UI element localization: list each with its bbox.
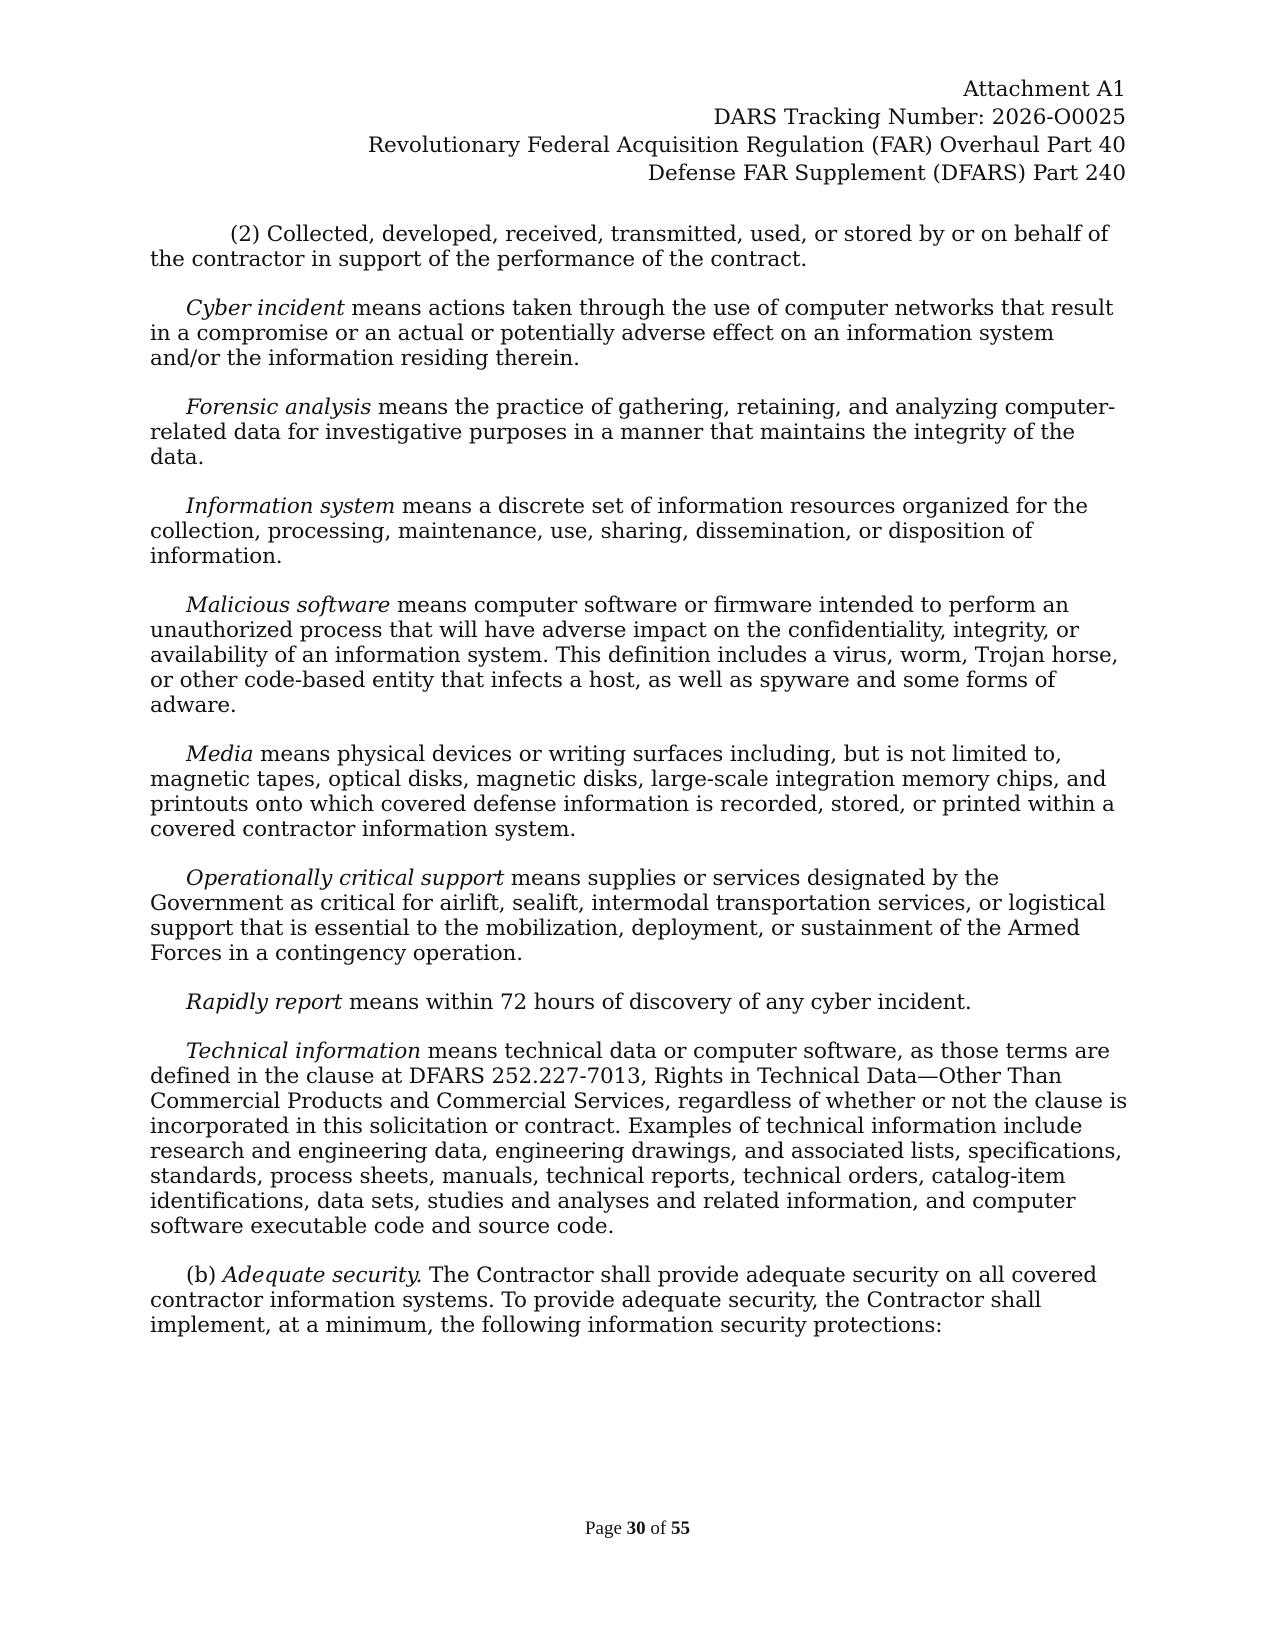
definition-term: Technical information	[186, 1039, 421, 1064]
of-label: of	[650, 1518, 667, 1539]
paragraph-text: The Contractor shall provide adequate security on all covered contractor information systems. To provide adequate security, the Contractor shall implement, at a minimum, the following information security protections:	[150, 1263, 1097, 1338]
definition-term: Media	[186, 742, 254, 767]
definition-term: Rapidly report	[186, 990, 343, 1015]
page-label: Page	[584, 1518, 622, 1539]
header-dfars-part: Defense FAR Supplement (DFARS) Part 240	[647, 161, 1126, 186]
definition-text: means the practice of gathering, retaining, and analyzing computer-related data for investigative purposes in a manner that maintains the integrity of the data.	[150, 395, 1116, 470]
definition-forensic-analysis	[150, 395, 1128, 470]
document-body	[150, 222, 1128, 1362]
paragraph-adequate-security	[150, 1263, 1128, 1338]
definition-text: means within 72 hours of discovery of any cyber incident.	[342, 990, 972, 1015]
definition-term: Operationally critical support	[186, 866, 505, 891]
definition-operationally-critical-support	[150, 866, 1128, 966]
header-attachment: Attachment A1	[963, 77, 1126, 102]
paragraph-collected	[150, 222, 1128, 272]
definition-text: means physical devices or writing surfaces including, but is not limited to, magnetic tapes, optical disks, magnetic disks, large-scale integration memory chips, and printouts onto which covered defense information is recorded, stored, or printed within a covered contractor information system.	[150, 742, 1115, 842]
definition-text: means computer software or firmware intended to perform an unauthorized process that will have adverse impact on the confidentiality, integrity, or availability of an information system. This definition includes a virus, worm, Trojan horse, or other code-based entity that infects a host, as well as spyware and some forms of adware.	[150, 593, 1119, 718]
header-far-part: Revolutionary Federal Acquisition Regulation (FAR) Overhaul Part 40	[367, 133, 1126, 158]
definition-text: means a discrete set of information resources organized for the collection, processing, maintenance, use, sharing, dissemination, or disposition of information.	[150, 494, 1088, 569]
definition-rapidly-report	[150, 990, 1128, 1015]
total-pages: 55	[671, 1518, 690, 1539]
definition-text: means supplies or services designated by the Government as critical for airlift, sealift, intermodal transportation services, or logistical support that is essential to the mobilization, deployment, or sustainment of the Armed Forces in a contingency operation.	[150, 866, 1106, 966]
definition-term: Forensic analysis	[186, 395, 372, 420]
definition-media	[150, 742, 1128, 842]
page-header	[368, 76, 1126, 188]
definition-malicious-software	[150, 593, 1128, 718]
page-footer	[0, 1517, 1275, 1541]
header-tracking-number: DARS Tracking Number: 2026-O0025	[713, 105, 1126, 130]
definition-term: Cyber incident	[186, 296, 345, 321]
page-number: 30	[626, 1518, 646, 1539]
paragraph-text: (2) Collected, developed, received, transmitted, used, or stored by or on behalf of the contractor in support of the performance of the contract.	[150, 222, 1109, 272]
definition-term: Information system	[186, 494, 396, 519]
definition-information-system	[150, 494, 1128, 569]
definition-text: means technical data or computer software, as those terms are defined in the clause at DFARS 252.227-7013, Rights in Technical Data—Other Than Commercial Products and Commercial Services, regardless of whether or not the clause is incorporated in this solicitation or contract. Examples of technical information include research and engineering data, engineering drawings, and associated lists, specifications, standards, process sheets, manuals, technical reports, technical orders, catalog-item identifications, data sets, studies and analyses and related information, and computer software executable code and source code.	[150, 1039, 1128, 1239]
definition-text: means actions taken through the use of computer networks that result in a compromise or an actual or potentially adverse effect on an information system and/or the information residing therein.	[150, 296, 1114, 371]
paragraph-prefix: (b)	[186, 1263, 223, 1288]
definition-term: Malicious software	[186, 593, 391, 618]
section-heading: Adequate security.	[222, 1263, 423, 1288]
definition-technical-information	[150, 1039, 1128, 1239]
definition-cyber-incident	[150, 296, 1128, 371]
